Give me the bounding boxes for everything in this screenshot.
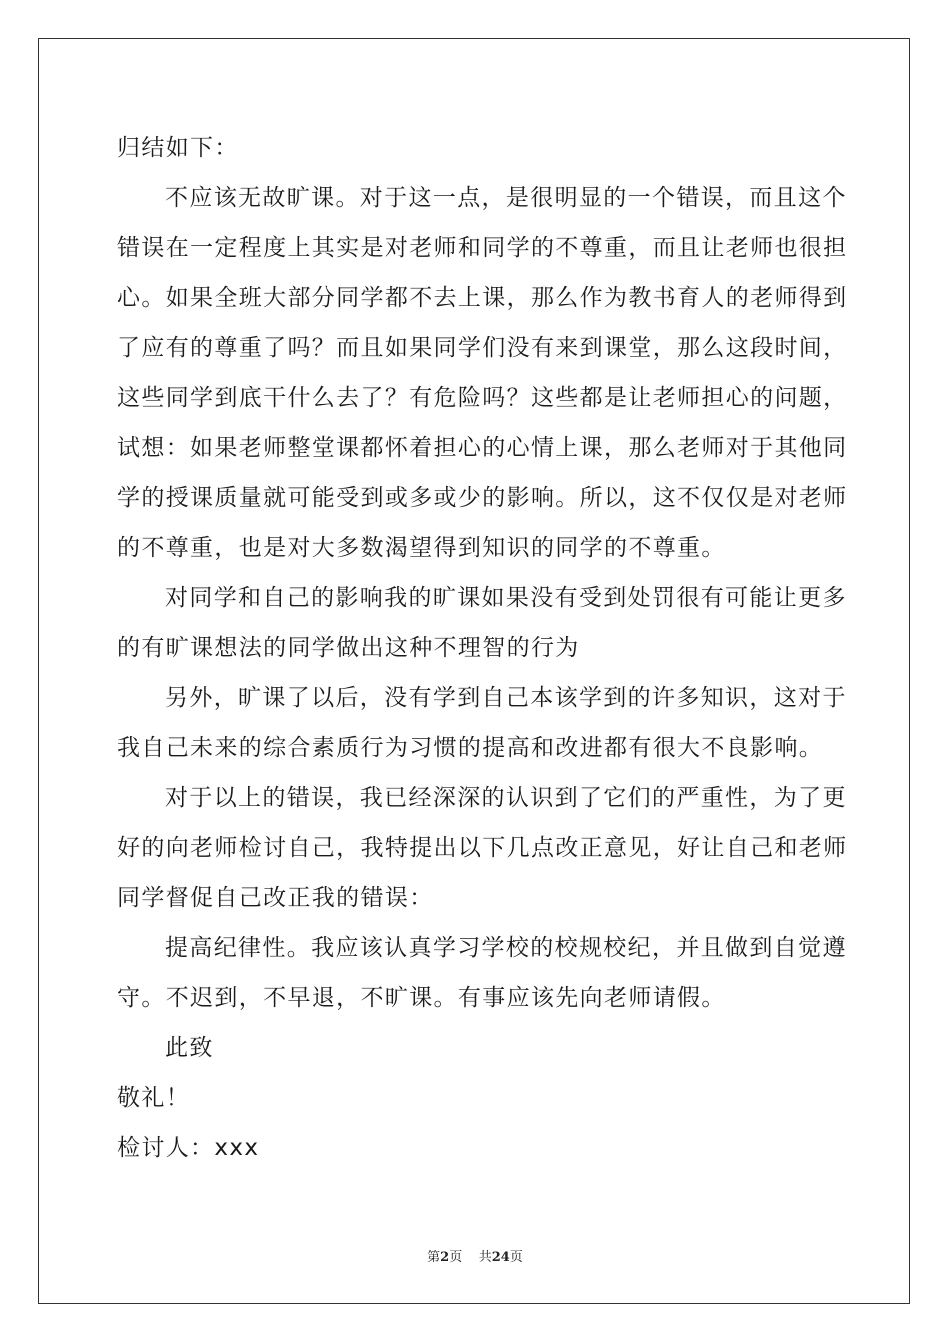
closing-salutation: 此致: [165, 1035, 214, 1061]
page-prefix: 第: [427, 1250, 441, 1265]
text-line: 对同学和自己的影响我的旷课如果没有受到处罚很有可能让更多: [165, 585, 847, 611]
text-line: 我自己未来的综合素质行为习惯的提高和改进都有很大不良影响。: [117, 735, 824, 761]
text-line: 心。如果全班大部分同学都不去上课，那么作为教书育人的老师得到: [117, 285, 848, 311]
text-line: 好的向老师检讨自己，我特提出以下几点改正意见，好让自己和老师: [117, 835, 848, 861]
text-line: 对于以上的错误，我已经深深的认识到了它们的严重性，为了更: [165, 785, 847, 811]
text-line: 的有旷课想法的同学做出这种不理智的行为: [117, 635, 580, 661]
text-line: 提高纪律性。我应该认真学习学校的校规校纪，并且做到自觉遵: [165, 935, 847, 961]
text-line: 学的授课质量就可能受到或多或少的影响。所以，这不仅仅是对老师: [117, 485, 848, 511]
text-line: 了应有的尊重了吗？而且如果同学们没有来到课堂，那么这段时间，: [117, 335, 848, 361]
total-suffix: 页: [509, 1250, 523, 1265]
text-line: 的不尊重，也是对大多数渴望得到知识的同学的不尊重。: [117, 535, 726, 561]
text-line: 归结如下：: [117, 135, 239, 161]
total-prefix: 共: [478, 1250, 492, 1265]
document-body: [117, 128, 848, 1178]
text-line: 守。不迟到，不早退，不旷课。有事应该先向老师请假。: [117, 985, 726, 1011]
signature-line: 检讨人：xxx: [117, 1135, 260, 1161]
page-footer: [0, 1246, 950, 1265]
text-line: 这些同学到底干什么去了？有危险吗？这些都是让老师担心的问题，: [117, 385, 848, 411]
page-number: 2: [440, 1250, 450, 1265]
page-suffix: 页: [449, 1250, 463, 1265]
text-line: 同学督促自己改正我的错误：: [117, 885, 434, 911]
closing-regards: 敬礼！: [117, 1085, 191, 1111]
text-line: 试想：如果老师整堂课都怀着担心的心情上课，那么老师对于其他同: [117, 435, 848, 461]
text-line: 另外，旷课了以后，没有学到自己本该学到的许多知识，这对于: [165, 685, 847, 711]
total-pages: 24: [491, 1250, 510, 1265]
text-line: 不应该无故旷课。对于这一点，是很明显的一个错误，而且这个: [165, 185, 847, 211]
text-line: 错误在一定程度上其实是对老师和同学的不尊重，而且让老师也很担: [117, 235, 848, 261]
